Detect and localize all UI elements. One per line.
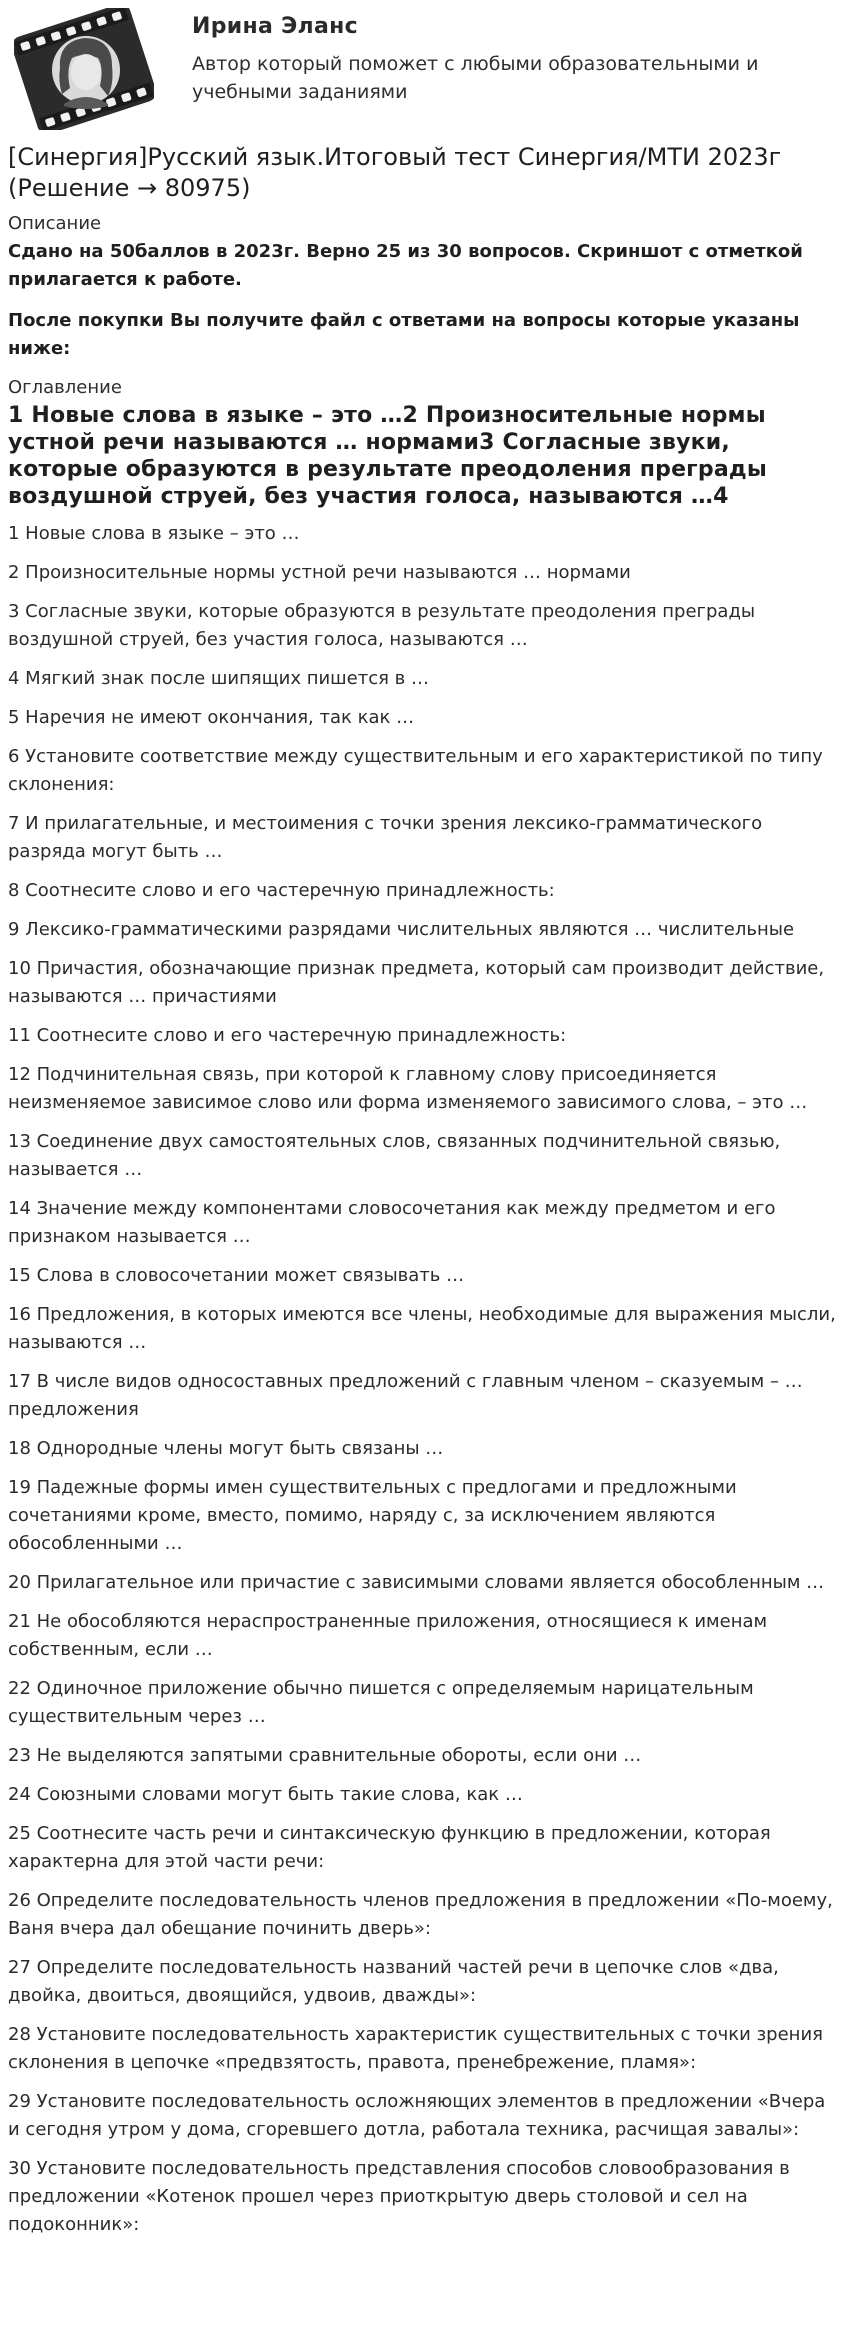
avatar[interactable]	[14, 8, 154, 130]
question-item: 7 И прилагательные, и местоимения с точки зрения лексико-грамматического разряда могут быть …	[8, 813, 763, 862]
question-item: 4 Мягкий знак после шипящих пишется в …	[8, 668, 429, 689]
question-item: 11 Соотнесите слово и его частеречную принадлежность:	[8, 1025, 567, 1046]
question-item: 26 Определите последовательность членов предложения в предложении «По-моему, Ваня вчера дал обещание починить дверь»:	[8, 1890, 833, 1939]
question-item: 8 Соотнесите слово и его частеречную принадлежность:	[8, 880, 555, 901]
question-item: 12 Подчинительная связь, при которой к главному слову присоединяется неизменяемое зависимое слово или форма изменяемого зависимого слова, – это …	[8, 1064, 808, 1113]
question-item: 6 Установите соответствие между существительным и его характеристикой по типу склонения:	[8, 746, 823, 795]
question-item: 28 Установите последовательность характеристик существительных с точки зрения склонения в цепочке «предвзятость, правота, пренебрежение, пламя»:	[8, 2024, 823, 2073]
question-item: 5 Наречия не имеют окончания, так как …	[8, 707, 415, 728]
question-item: 14 Значение между компонентами словосочетания как между предметом и его признаком называется …	[8, 1198, 776, 1247]
question-item: 21 Не обособляются нераспространенные приложения, относящиеся к именам собственным, если …	[8, 1611, 768, 1660]
question-item: 25 Соотнесите часть речи и синтаксическую функцию в предложении, которая характерна для этой части речи:	[8, 1823, 771, 1872]
question-item: 23 Не выделяются запятыми сравнительные обороты, если они …	[8, 1745, 642, 1766]
question-item: 10 Причастия, обозначающие признак предмета, который сам производит действие, называются … причастиями	[8, 958, 825, 1007]
toc-label: Оглавление	[8, 377, 122, 398]
question-item: 1 Новые слова в языке – это …	[8, 523, 300, 544]
question-item: 22 Одиночное приложение обычно пишется с определяемым нарицательным существительным через …	[8, 1678, 754, 1727]
question-item: 19 Падежные формы имен существительных с предлогами и предложными сочетаниями кроме, вместо, помимо, наряду с, за исключением являются обособленными …	[8, 1477, 737, 1554]
question-item: 18 Однородные члены могут быть связаны …	[8, 1438, 444, 1459]
toc-heading: 1 Новые слова в языке – это …2 Произносительные нормы устной речи называются … нормами3 Согласные звуки, которые образуются в результате преодоления преграды воздушной струей, без участия голоса, называются …4	[8, 403, 767, 509]
question-item: 17 В числе видов односоставных предложений с главным членом – сказуемым – … предложения	[8, 1371, 803, 1420]
description-label: Описание	[8, 213, 102, 234]
question-item: 20 Прилагательное или причастие с зависимыми словами является обособленным …	[8, 1572, 825, 1593]
question-item: 9 Лексико-грамматическими разрядами числительных являются … числительные	[8, 919, 795, 940]
author-name[interactable]: Ирина Эланс	[192, 14, 358, 39]
avatar-film-frame-image	[14, 8, 154, 130]
question-item: 13 Соединение двух самостоятельных слов, связанных подчинительной связью, называется …	[8, 1131, 781, 1180]
question-item: 29 Установите последовательность осложняющих элементов в предложении «Вчера и сегодня утром у дома, сгоревшего дотла, работала техника, расчищая завалы»:	[8, 2091, 826, 2140]
description-line-2: После покупки Вы получите файл с ответами на вопросы которые указаны ниже:	[8, 310, 800, 359]
author-card	[8, 0, 837, 138]
question-item: 15 Слова в словосочетании может связывать …	[8, 1265, 465, 1286]
question-item: 27 Определите последовательность названий частей речи в цепочке слов «два, двойка, двоиться, двоящийся, удвоив, дважды»:	[8, 1957, 779, 2006]
question-item: 16 Предложения, в которых имеются все члены, необходимые для выражения мысли, называются …	[8, 1304, 836, 1353]
question-item: 2 Произносительные нормы устной речи называются … нормами	[8, 562, 631, 583]
description-line-1: Сдано на 50баллов в 2023г. Верно 25 из 30 вопросов. Скриншот с отметкой прилагается к работе.	[8, 241, 803, 290]
author-description: Автор который поможет с любыми образовательными и учебными заданиями	[192, 53, 759, 103]
question-item: 3 Согласные звуки, которые образуются в результате преодоления преграды воздушной струей, без участия голоса, называются …	[8, 601, 756, 650]
question-item: 30 Установите последовательность представления способов словообразования в предложении «Котенок прошел через приоткрытую дверь столовой и сел на подоконник»:	[8, 2158, 790, 2235]
question-list	[8, 520, 837, 2239]
product-title: [Синергия]Русский язык.Итоговый тест Синергия/МТИ 2023г (Решение → 80975)	[8, 143, 782, 202]
question-item: 24 Союзными словами могут быть такие слова, как …	[8, 1784, 523, 1805]
